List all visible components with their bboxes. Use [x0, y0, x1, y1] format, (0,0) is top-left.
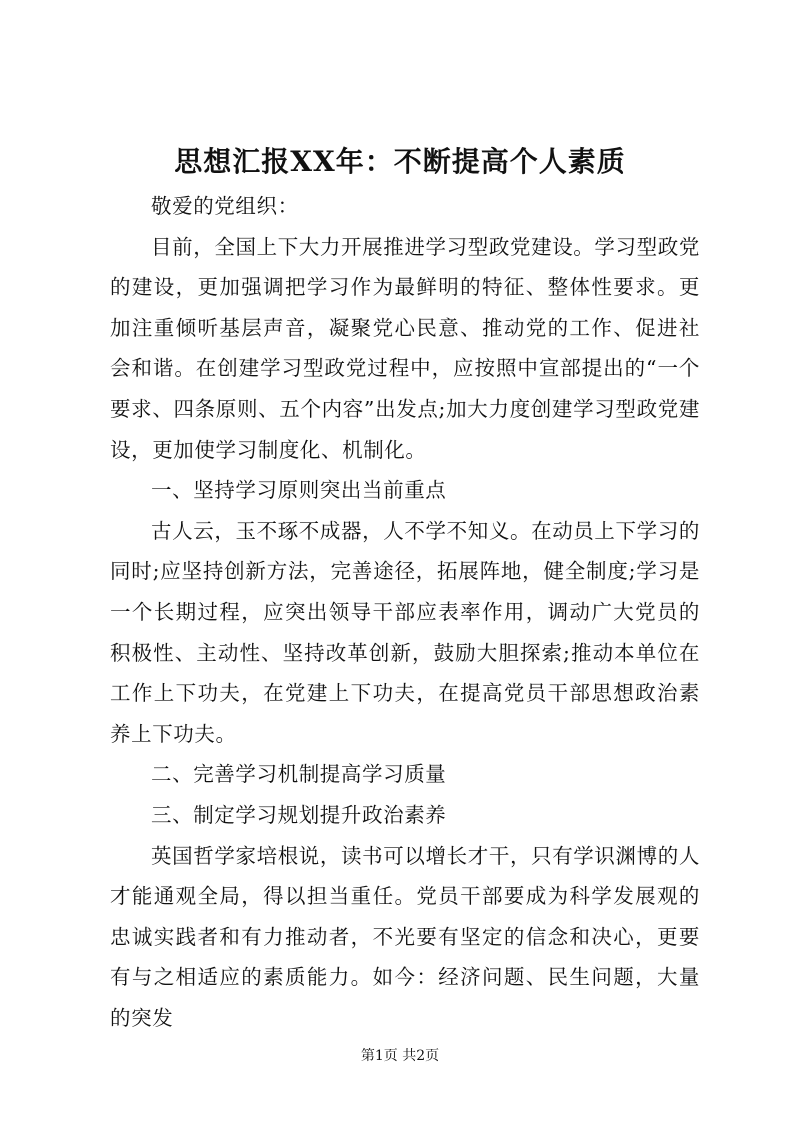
document-title: 思想汇报XX年：不断提高个人素质: [174, 145, 626, 178]
paragraph-intro: 目前，全国上下大力开展推进学习型政党建设。学习型政党的建设，更加强调把学习作为最鲜明的特征、整体性要求。更加注重倾听基层声音，凝聚党心民意、推动党的工作、促进社会和谐。在创建学习型政党过程中，应按照中宣部提出的“一个要求、四条原则、五个内容”出发点;加大力度创建学习型政党建设，更加使学习制度化、机制化。: [110, 234, 700, 462]
paragraph-section-1: 古人云，玉不琢不成器，人不学不知义。在动员上下学习的同时;应坚持创新方法，完善途径，拓展阵地，健全制度;学习是一个长期过程，应突出领导干部应表率作用，调动广大党员的积极性、主动性、坚持改革创新，鼓励大胆探索;推动本单位在工作上下功夫，在党建上下功夫，在提高党员干部思想政治素养上下功夫。: [110, 518, 700, 746]
section-heading-2: 二、完善学习机制提高学习质量: [151, 762, 447, 787]
document-body: [110, 186, 700, 1038]
section-heading-1: 一、坚持学习原则突出当前重点: [151, 478, 447, 503]
page-number-footer: 第1页 共2页: [360, 1048, 440, 1064]
section-heading-3: 三、制定学习规划提升政治素养: [151, 802, 447, 827]
salutation: 敬爱的党组织：: [151, 194, 299, 218]
paragraph-section-3: 英国哲学家培根说，读书可以增长才干，只有学识渊博的人才能通观全局，得以担当重任。党员干部要成为科学发展观的忠诚实践者和有力推动者，不光要有坚定的信念和决心，更要有与之相适应的素质能力。如今：经济问题、民生问题，大量的突发: [110, 843, 700, 1030]
